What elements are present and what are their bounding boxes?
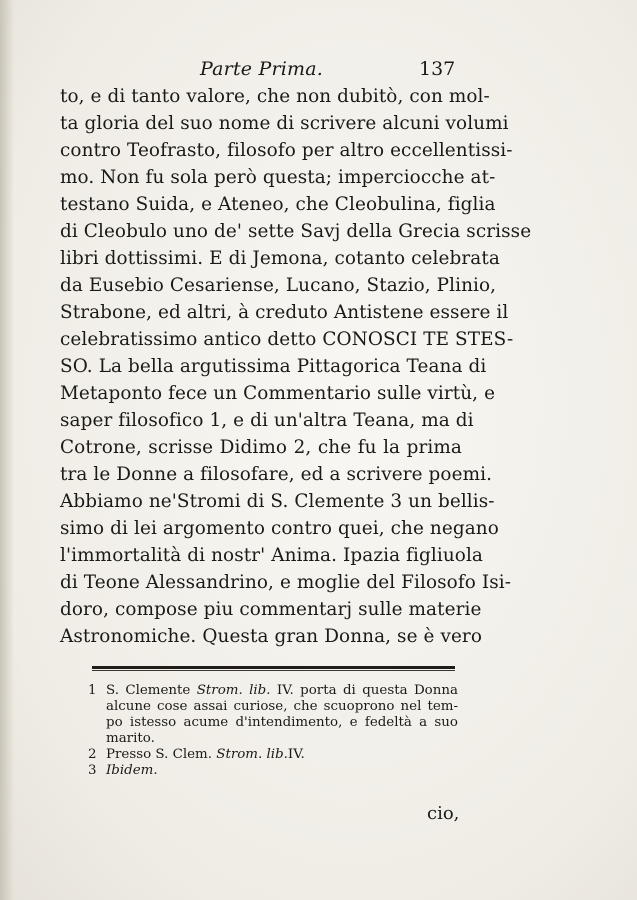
text-line: Cotrone, scrisse Didimo 2, che fu la prima <box>60 437 462 458</box>
text-line: testano Suida, e Ateneo, che Cleobulina, figlia <box>60 194 496 215</box>
footnote-number: 1 <box>88 683 97 698</box>
text-line: to, e di tanto valore, che non dubitò, con mol- <box>60 86 490 107</box>
text-line: Astronomiche. Questa gran Donna, se è vero <box>60 626 482 647</box>
footnote-ref-work: Strom. lib. <box>216 747 288 762</box>
page-gutter-shadow <box>0 0 14 900</box>
running-title: Parte Prima. <box>200 58 323 80</box>
footnote-ref-book: IV. <box>276 683 294 698</box>
footnote-ref-name: Presso S. Clem. <box>106 747 213 762</box>
text-line: da Eusebio Cesariense, Lucano, Stazio, Plinio, <box>60 275 497 296</box>
page-number: 137 <box>419 58 456 80</box>
rule-thin <box>92 670 455 671</box>
footnote-line: alcune cose assai curiose, che scuoprono nel tem- <box>106 699 458 714</box>
page-header <box>0 58 637 84</box>
rule-thick <box>92 666 455 669</box>
footnote-separator-rule <box>92 666 455 672</box>
text-line: saper filosofico 1, e di un'altra Teana, ma di <box>60 410 474 431</box>
footnote-ref-work: Strom. lib. <box>196 683 271 698</box>
footnotes <box>88 683 458 779</box>
footnote-1 <box>88 683 458 747</box>
footnote-ref-name: S. Clemente <box>106 683 191 698</box>
main-text <box>60 83 532 650</box>
text-line: di Teone Alessandrino, e moglie del Filosofo Isi- <box>60 572 512 593</box>
footnote-ref-work: Ibidem. <box>106 763 158 778</box>
text-line: doro, compose piu commentarj sulle materie <box>60 599 482 620</box>
footnote-line <box>106 747 458 763</box>
footnote-body <box>106 763 458 779</box>
footnote-number: 2 <box>88 747 97 762</box>
text-line: celebratissimo antico detto CONOSCI TE STES- <box>60 329 514 350</box>
footnote-body <box>106 747 458 763</box>
footnote-3 <box>88 763 458 779</box>
text-line: ta gloria del suo nome di scrivere alcuni volumi <box>60 113 509 134</box>
text-line: tra le Donne a filosofare, ed a scrivere poemi. <box>60 464 493 485</box>
text-line: Abbiamo ne'Stromi di S. Clemente 3 un bellis- <box>60 491 495 512</box>
text-line: l'immortalità di nostr' Anima. Ipazia figliuola <box>60 545 483 566</box>
footnote-line: po istesso acume d'intendimento, e fedeltà a suo <box>106 715 458 730</box>
text-line: simo di lei argomento contro quei, che negano <box>60 518 499 539</box>
footnote-text: porta di questa Donna <box>300 683 458 698</box>
footnote-line: marito. <box>106 731 155 746</box>
text-line: mo. Non fu sola però questa; imperciocche at- <box>60 167 496 188</box>
text-line: di Cleobulo uno de' sette Savj della Grecia scrisse <box>60 221 532 242</box>
text-line: SO. La bella argutissima Pittagorica Teana di <box>60 356 487 377</box>
footnote-ref-book: IV. <box>287 747 305 762</box>
footnote-number: 3 <box>88 763 97 778</box>
text-line: libri dottissimi. E di Jemona, cotanto celebrata <box>60 248 500 269</box>
footnote-body <box>106 683 458 747</box>
text-line: contro Teofrasto, filosofo per altro eccellentissi- <box>60 140 513 161</box>
footnote-2 <box>88 747 458 763</box>
footnote-line <box>106 683 458 699</box>
text-line: Metaponto fece un Commentario sulle virtù, e <box>60 383 496 404</box>
text-line: Strabone, ed altri, à creduto Antistene essere il <box>60 302 509 323</box>
catchword: cio, <box>427 803 460 824</box>
